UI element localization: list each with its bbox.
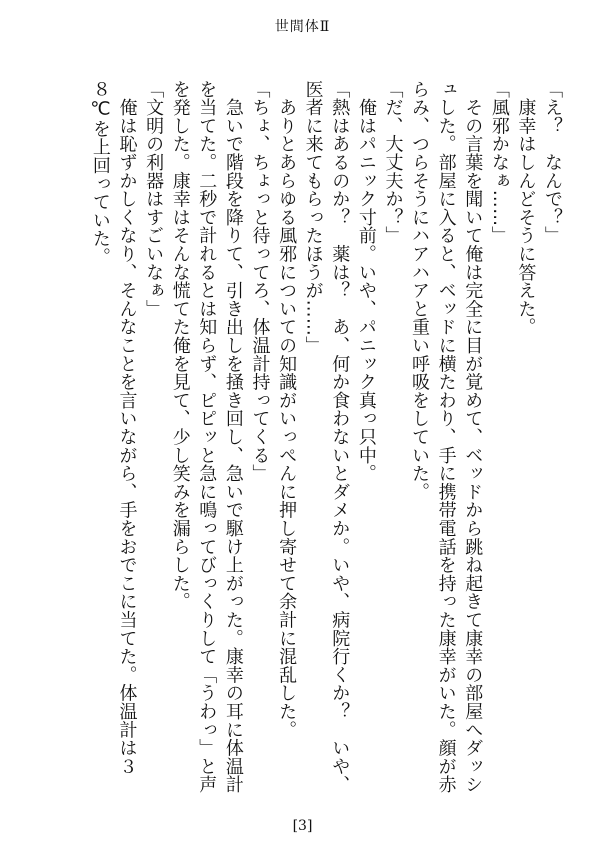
paragraph: 「風邪かなぁ……」 (488, 80, 510, 245)
paragraph: 康幸はしんどそうに答えた。 (515, 80, 537, 337)
paragraph: 俺は恥ずかしくなり、そんなことを言いながら、手をおでこに当てた。体温計は３８℃を上回っていた。 (89, 80, 138, 776)
paragraph: 「だ、大丈夫か？」 (382, 80, 404, 245)
vertical-body-text (30, 80, 565, 795)
paragraph: 「ちょ、ちょっと待ってろ、体温計持ってくる」 (249, 80, 271, 483)
page-header-title: 世間体Ⅱ (274, 19, 331, 35)
paragraph: 俺はパニック寸前。いや、パニック真っ只中。 (355, 80, 377, 483)
page-number: [3] (292, 818, 313, 834)
paragraph: 「熱はあるのか？ 薬は？ あ、何か食わないとダメか。いや、病院行くか？ いや、医者に来てもらったほうが……」 (302, 80, 351, 794)
paragraph: 「え？ なんで？」 (542, 80, 563, 245)
paragraph: 急いで階段を降りて、引き出しを掻き回し、急いで駆け上がった。康幸の耳に体温計を当てた。二秒で計れるとは知らず、ピピッと急に鳴ってびっくりして「うわっ」と声を発した。康幸はそんな慌てた俺を見て、少し笑みを漏らした。 (169, 80, 244, 794)
paragraph: 「文明の利器はすごいなぁ」 (143, 80, 165, 318)
paragraph: ありとあらゆる風邪についての知識がいっぺんに押し寄せて余計に混乱した。 (276, 80, 298, 739)
paragraph: その言葉を聞いて俺は完全に目が覚めて、ベッドから跳ね起きて康幸の部屋へダッシュした。部屋に入ると、ベッドに横たわり、手に携帯電話を持った康幸がいた。顔が赤らみ、つらそうにハアハアと重い呼吸をしていた。 (409, 80, 484, 794)
